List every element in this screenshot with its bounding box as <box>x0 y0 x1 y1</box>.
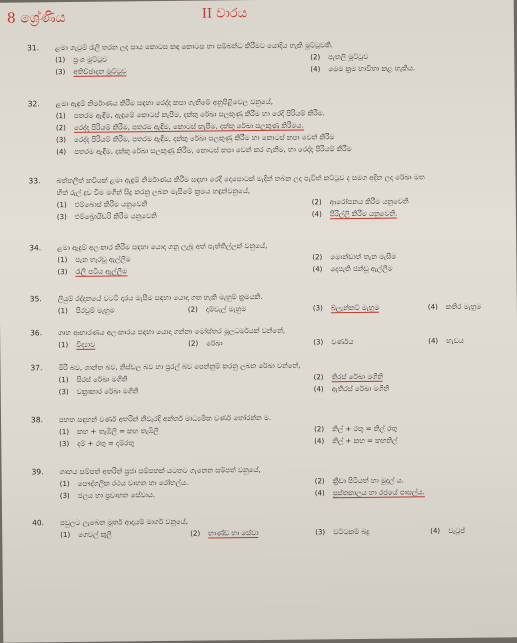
question-31 <box>27 37 497 78</box>
question-stem: ලියුම් රද්දනයේ වටටි දාරය මැසීම සඳහා යොදා ගත හැකි මැහුම් ක්‍රමයකි. <box>57 292 263 304</box>
option-2[interactable]: (2) රේඛා <box>188 339 223 348</box>
question-stem: බත්තලිත් කවියක් ළමා ඇඳුම් නිර්මාණය කිරීම සඳහා රෙදි දෙපොටක් මැදින් තබන ලද පැවිත් කට්ටුව ද සමග අදින ලද රේඛා මත <box>56 173 425 186</box>
option-2[interactable]: (2) රෙද්ද පිරියම් කිරීම, පතරම ඇඳීම, කොටස් කැපීම, දක්කු රේඛා සලකුණු කිරීමය. <box>55 121 304 133</box>
question-36 <box>30 322 500 351</box>
option-4[interactable]: (4) වැටුප් <box>430 526 466 536</box>
option-1[interactable]: (1) විද්‍යාව <box>58 340 96 350</box>
option-4[interactable]: (4) මෙම ක්‍රම භාවිතා කළ හැකිය. <box>310 64 416 74</box>
option-3[interactable]: (3) දම් + රතු = දම්රතු <box>59 439 135 449</box>
question-number: 31. <box>27 43 40 53</box>
option-3[interactable]: (3) ජලය හා ප්‍රවාහන සේවාය. <box>59 491 156 501</box>
option-1[interactable]: (1) ප්‍රංශ මූට්ටුව <box>55 55 108 65</box>
option-4[interactable]: (4) පිරිල්ලි කිරීම යනුවෙනි. <box>311 209 398 219</box>
option-2[interactable]: (2) දම්වැල් මැහුම <box>187 305 247 314</box>
option-1[interactable]: (1) කහ + තැඹිලි = කහ තැඹිලි <box>59 427 159 437</box>
option-3[interactable]: (3) අතිච්ඡාදන මූට්ටුව <box>55 67 127 77</box>
option-2[interactable]: (2) ක්‍රීඩා පිටියත් හා මුදල් ය. <box>314 476 404 486</box>
question-number: 34. <box>29 243 42 253</box>
option-1[interactable]: (1) පැන හැරවූ ඇල්ලීම <box>57 255 131 265</box>
option-1[interactable]: (1) ගෙවල් කුලී <box>60 530 112 540</box>
question-35 <box>29 288 500 317</box>
question-stem: පහත සඳහන් වර්ණ අතරින් නිවැරදි අන්තර් මාධ්‍යමික වර්ණ තෝරන්න ම. <box>58 413 272 425</box>
option-1[interactable]: (1) පිරවුම් මැහුම <box>57 306 115 316</box>
question-stem: ගෘහය සම්පත් අතරින් ප්‍රජා සම්පතක් යටතට ගැනෙන සම්පත් වනුයේ, <box>59 465 261 477</box>
question-number: 40. <box>32 518 45 528</box>
option-3[interactable]: (3) රැලි පටිය ඇල්ලීම <box>57 267 128 277</box>
question-number: 33. <box>28 176 41 186</box>
option-1[interactable]: (1) පතරම ඇඳීම, ඇඳුමේ කොටස් කැපීම, දක්කු රේඛා සලකුණු කිරීම හා රෙදි පිරියම් කිරීම. <box>55 109 325 121</box>
option-4[interactable]: (4) කතිර මැහුම <box>427 302 482 312</box>
option-4[interactable]: (4) හැඩය <box>428 336 464 346</box>
question-stem: ළමා ගැටුම් රැලි තරන ලද සාය කොටස කඳ කොටස හා සම්බන්ධ කිරීමට යොදිය හැකි මූට්ටුවකි. <box>55 41 334 53</box>
question-stem-cont: හිත් රුල් දුව වීම මගින් සිදු කරනු ලබන මැසීමේ ක්‍රමය හඳුන්වනුයේ, <box>56 187 251 198</box>
question-number: 32. <box>27 99 40 109</box>
handwritten-grade: 8 ශ්‍රේණිය <box>6 10 66 27</box>
question-number: 39. <box>31 467 44 477</box>
option-4[interactable]: (4) දෙපැති ජන්ඩු ඇල්ලීම <box>312 264 393 274</box>
option-2[interactable]: (2) තිරස් රේඛා මගිනි <box>313 372 384 382</box>
question-38 <box>30 409 501 450</box>
question-34 <box>29 237 499 278</box>
question-stem: පවුලට ලැබෙන මූර්ත ආදායම් මාර්ග වනුයේ, <box>60 517 189 528</box>
option-4[interactable]: (4) ඇතිරස් රේඛා මගිනි <box>313 384 390 394</box>
option-2[interactable]: (2) පැතලි මූට්ටුව <box>310 52 369 62</box>
option-4[interactable]: (4) පතරම ඇඳීම, දක්කු රේඛා සලකුණු කිරීම, කොටස් කපා වෙන් කර ගැනීම, හා රෙද්ද පිරියම් කිරීම <box>56 145 352 157</box>
option-3[interactable]: (3) එම්බ්‍රොයිඩරි කිරීම යනුවෙනි <box>56 212 157 222</box>
question-40 <box>32 512 502 541</box>
question-number: 38. <box>30 415 44 425</box>
question-number: 36. <box>30 328 43 338</box>
option-1[interactable]: (1) සිරස් රේඛා මගිනි <box>58 375 128 385</box>
option-4[interactable]: (4) නිල් + කහ = කහනිල් <box>314 436 398 446</box>
option-3[interactable]: (3) වර්ණය <box>313 338 354 347</box>
option-3[interactable]: (3) බ්ලැන්කට් මැහුම <box>312 303 380 313</box>
option-1[interactable]: (1) පෞද්ගලික රථය වාහන හා රෝහල්ය. <box>59 478 189 489</box>
option-3[interactable]: (3) වට්ටකම් බදු <box>315 527 370 537</box>
option-3[interactable]: (3) රෙද්ද පිරියම් කිරීම, පතරම ඇඳීම, දක්කු රේඛා සලකුණු කිරීම හා කොටස් කපා වෙන් කිරීම <box>56 133 335 145</box>
question-39 <box>31 461 502 502</box>
question-stem: ළමා ඇඳුම් නිර්මාණය කිරීම සඳහා රෙද්ද කපා ගැනීමේ අනුපිළිවෙල වනුයේ, <box>55 97 273 109</box>
question-37 <box>30 357 500 398</box>
option-2[interactable]: (2) ආරෝපනය කිරීම යනුවෙනි <box>311 197 409 207</box>
option-3[interactable]: (3) වක්‍රාකාර රේඛා මගිනි <box>58 387 139 397</box>
question-stem: ළමා ඇඳුම් අලංකාර කිරීම සඳහා යොදා ගනු ලැබූ අත් පැත්තිල්ලක් වනුයේ, <box>57 241 268 253</box>
question-32 <box>27 93 499 158</box>
question-number: 35. <box>29 294 42 304</box>
question-33 <box>28 170 498 223</box>
option-2[interactable]: (2) මොන්ඩාත් තැන මැසීම <box>312 252 397 262</box>
option-2[interactable]: (2) නිල් + රතු = නිල් රතු <box>314 424 397 434</box>
handwritten-term: II වාරය <box>201 6 248 22</box>
question-number: 37. <box>30 363 43 373</box>
option-2[interactable]: (2) භාණ්ඩ හා සේවා <box>190 529 259 538</box>
option-1[interactable]: (1) එම්බොස් කිරීම යනුවෙනි <box>56 200 148 210</box>
question-stem: මිරි බව, ශාන්ත බව, නිස්චල බව හා ප්‍රරල් බව පෙන්නුම් කරනු ලබන රේඛා වන්නේ, <box>58 361 301 373</box>
question-stem: ගෘහ ආභාරණය අලංකාරය සඳහා යොදා ගන්නා මෝස්තර මූලධර්මයක් වන්නේ, <box>58 326 286 338</box>
option-4[interactable]: (4) පුස්තකාලය හා රජයේ පාසල්ය. <box>314 488 425 498</box>
